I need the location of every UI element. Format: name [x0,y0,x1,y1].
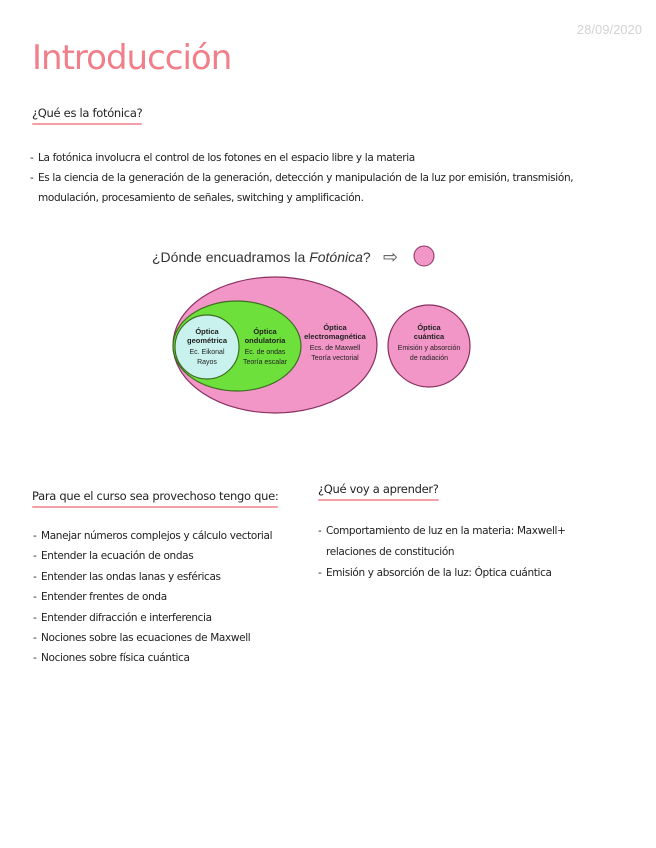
heading-underline [32,506,278,508]
list-item: - Comportamiento de luz en la materia: Maxwell+ relaciones de constitución [318,521,618,563]
arrow-right-icon: ⇨ [383,247,399,268]
electromagnetica-title1: Óptica [323,323,347,332]
list-item: - La fotónica involucra el control de los fotones en el espacio libre y la materia [30,148,615,168]
cuantica-line2: de radiación [409,355,449,362]
ondulatoria-title2: ondulatoria [244,336,286,345]
list-item: - Es la ciencia de la generación de la generación, detección y manipulación de la luz por emisión, transmisión, modulación, procesamiento de señales, switching y amplificación. [30,168,615,208]
ondulatoria-line1: Ec. de ondas [244,349,286,356]
list-item: - Entender frentes de onda [33,587,303,607]
requirements-bullet-list [33,526,303,669]
list-item: - Manejar números complejos y cálculo vectorial [33,526,303,546]
cuantica-title2: cuántica [413,332,445,341]
heading-text: Para que el curso sea provechoso tengo que: [32,489,279,503]
ondulatoria-line2: Teoría escalar [243,359,287,366]
question-suffix: ? [362,249,371,265]
pink-dot-icon [414,246,434,266]
question-emph: Fotónica [309,249,363,265]
list-item: - Entender difracción e interferencia [33,608,303,628]
list-item: - Emisión y absorción de la luz: Óptica cuántica [318,563,618,584]
heading-que-voy-a-aprender [318,482,439,501]
list-item: - Entender las ondas lanas y esféricas [33,567,303,587]
heading-text: ¿Qué es la fotónica? [32,106,143,120]
electromagnetica-line1: Ecs. de Maxwell [309,345,361,352]
electromagnetica-line2: Teoría vectorial [311,355,359,362]
list-item: - Nociones sobre las ecuaciones de Maxwell [33,628,303,648]
page-title: Introducción [32,38,232,78]
ondulatoria-title1: Óptica [253,327,277,336]
list-item: - Nociones sobre física cuántica [33,648,303,668]
cuantica-line1: Emisión y absorción [397,345,461,352]
geometrica-title2: geométrica [186,336,228,345]
cuantica-title1: Óptica [417,323,441,332]
diagram-question [152,249,371,265]
list-item: - Entender la ecuación de ondas [33,546,303,566]
circle-geometrica [175,315,239,379]
heading-text: ¿Qué voy a aprender? [318,482,439,496]
geometrica-title1: Óptica [195,327,219,336]
learn-bullet-list [318,521,618,584]
heading-requisitos [32,489,278,508]
geometrica-line1: Ec. Eikonal [189,349,225,356]
heading-underline [318,499,439,501]
note-date: 28/09/2020 [576,22,642,37]
geometrica-line2: Rayos [197,359,217,366]
electromagnetica-title2: electromagnética [304,332,366,341]
question-prefix: ¿Dónde encuadramos la [152,249,310,265]
